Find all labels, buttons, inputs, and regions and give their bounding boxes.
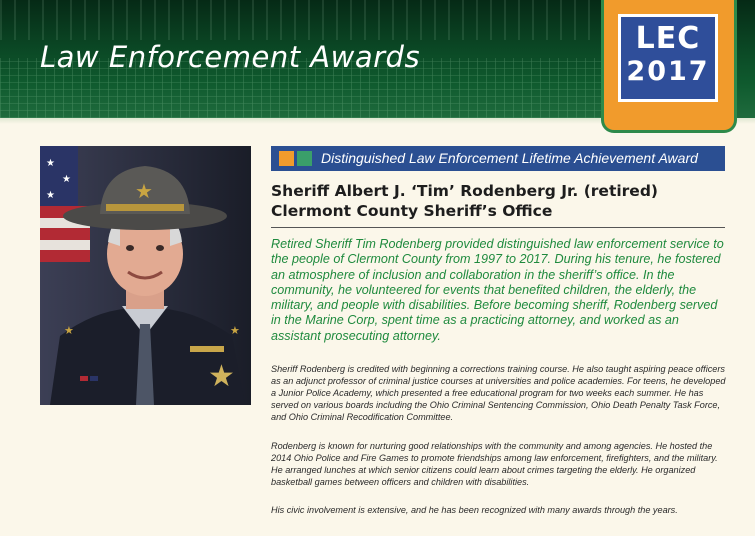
body-paragraph-2: Rodenberg is known for nurturing good relationships with the community and among agencies. He hosted the 2014 Ohio Police and Fire Games to promote friendships among law enforcement, firefighters, and the military. He arranged lunches at which senior citizens could learn about crimes targeting the elderly. He organized basketball games between officers and children with disabilities. [271,441,718,487]
orange-square-icon [279,151,294,166]
lead-paragraph: Retired Sheriff Tim Rodenberg provided distinguished law enforcement service to the people of Clermont County from 1997 to 2017. During his tenure, he fostered an atmosphere of inclusion and collaboration in the sheriff’s office. In the community, he volunteered for events that benefited children, the elderly, the military, and people with disabilities. Before becoming sheriff, Rodenberg served in the Marine Corp, spent time as a practicing attorney, and worked as an assistant prosecuting attorney. [271,237,724,343]
honoree-office: Clermont County Sheriff’s Office [271,202,553,220]
honoree-heading [271,181,725,221]
honoree-portrait [40,146,251,405]
svg-text:★: ★ [135,179,153,203]
lec-badge-panel [618,14,718,102]
body-paragraph-1: Sheriff Rodenberg is credited with beginning a corrections training course. He also taught aspiring peace officers as an adjunct professor of criminal justice courses at universities and police academies. For teens, he developed a Junior Police Academy, which presented a free educational program for two weeks each summer. He has served on various boards including the Ohio Criminal Sentencing Commission, Ohio Death Penalty Task Force, and Ohio Criminal Recodification Committee. [271,364,726,422]
circuit-pattern-top [0,0,600,40]
award-banner [271,146,725,171]
svg-text:★: ★ [208,359,235,394]
lec-badge [604,0,734,130]
page-title: Law Enforcement Awards [40,40,421,74]
portrait-illustration [40,146,251,405]
badge-line2: 2017 [626,56,710,87]
svg-text:★: ★ [62,174,71,185]
green-square-icon [297,151,312,166]
badge-line1: LEC [635,21,701,56]
award-title: Distinguished Law Enforcement Lifetime Achievement Award [321,150,698,166]
svg-text:★: ★ [46,158,55,169]
svg-text:★: ★ [46,190,55,201]
svg-text:★: ★ [230,324,240,337]
body-paragraph-3: His civic involvement is extensive, and he has been recognized with many awards through the years. [271,505,678,515]
honoree-name: Sheriff Albert J. ‘Tim’ Rodenberg Jr. (retired) [271,182,659,200]
svg-text:★: ★ [64,324,74,337]
heading-rule [271,227,725,228]
